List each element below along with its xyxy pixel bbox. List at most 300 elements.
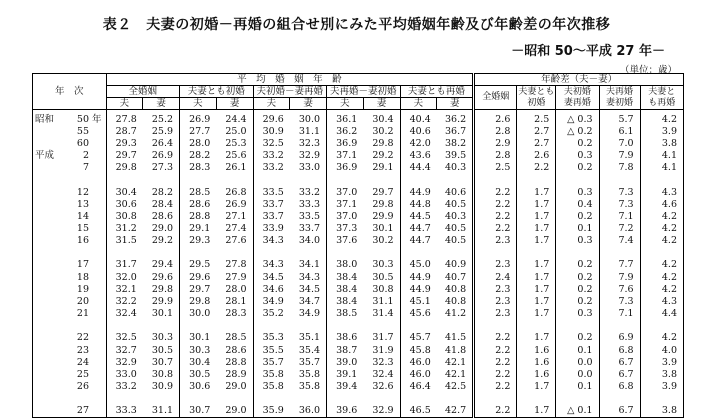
value-cell: 33.7 (253, 198, 290, 210)
value-cell: 32.1 (106, 283, 143, 295)
spacer-cell (363, 393, 400, 405)
value-cell: 29.7 (180, 283, 217, 295)
value-cell: 6.1 (599, 125, 640, 137)
value-cell: 28.1 (225, 296, 247, 308)
table-row (33, 125, 684, 137)
wife-header: 妻 (363, 98, 400, 110)
spacer-cell (474, 393, 517, 405)
table-row (33, 259, 684, 271)
year-number: 55 (76, 125, 89, 137)
value-cell: 30.8 (372, 283, 394, 295)
value-cell: 40.6 (400, 125, 437, 137)
value-cell: 28.2 (151, 186, 174, 198)
value-cell: 35.9 (253, 405, 290, 418)
year-number: 19 (76, 283, 89, 295)
value-cell: 30.9 (253, 125, 290, 137)
value-cell: 0.3 (556, 308, 599, 320)
value-cell: 40.5 (444, 198, 467, 210)
era-label: 平成 (35, 150, 55, 162)
value-cell: 29.0 (225, 381, 247, 393)
value-cell: 26.9 (180, 113, 217, 125)
table-row (33, 295, 684, 307)
value-cell: 28.3 (180, 162, 217, 174)
value-cell: 41.8 (444, 344, 467, 356)
spacer-cell (517, 247, 556, 259)
value-cell: 28.8 (180, 210, 217, 222)
value-cell: 30.3 (151, 332, 174, 344)
value-cell: 0.2 (556, 332, 599, 344)
year-number: 20 (76, 296, 89, 308)
value-cell: 32.9 (298, 150, 321, 162)
value-cell: 29.2 (151, 235, 174, 247)
value-cell: 25.9 (151, 125, 174, 137)
value-cell: 30.0 (298, 113, 321, 125)
value-cell: 26.8 (225, 186, 247, 198)
diff-column-header-line: 夫初婚 (563, 86, 591, 97)
value-cell: 1.6 (517, 344, 556, 356)
value-cell: 28.9 (225, 368, 247, 380)
age-diff-group-header: 年齢差（夫－妻） (474, 74, 684, 86)
value-cell: 33.7 (298, 223, 321, 235)
era-label: 昭和 (35, 113, 55, 125)
husband-header: 夫 (106, 98, 143, 110)
value-cell: 33.2 (253, 150, 290, 162)
year-number: 22 (76, 332, 89, 344)
year-number: 17 (76, 259, 89, 271)
value-cell: 30.1 (151, 308, 174, 320)
year-number: 14 (76, 210, 89, 222)
spacer-cell (143, 393, 180, 405)
spacer-cell (33, 393, 107, 405)
spacer-cell (599, 247, 640, 259)
value-cell: 29.8 (372, 137, 394, 149)
value-cell: 2.7 (517, 125, 556, 137)
value-cell: 2.2 (474, 405, 517, 418)
value-cell: 38.7 (327, 344, 364, 356)
spacer-cell (437, 393, 474, 405)
group-spacer (33, 393, 684, 405)
value-cell: 27.4 (225, 223, 247, 235)
value-cell: 46.4 (400, 381, 437, 393)
value-cell: 33.2 (253, 162, 290, 174)
value-cell: 7.6 (599, 283, 640, 295)
value-cell: 28.3 (225, 308, 247, 320)
value-cell: 32.5 (253, 137, 290, 149)
value-cell: 1.7 (517, 198, 556, 210)
value-cell: 35.8 (253, 381, 290, 393)
value-cell: 1.7 (517, 259, 556, 271)
value-cell: 2.3 (474, 308, 517, 320)
value-cell: 28.6 (151, 210, 174, 222)
table-body (33, 110, 684, 418)
table-header (33, 74, 684, 110)
value-cell: 37.0 (327, 186, 364, 198)
value-cell: 29.0 (151, 223, 174, 235)
value-cell: 4.1 (640, 162, 683, 174)
value-cell: 28.7 (106, 125, 143, 137)
value-cell: 2.3 (474, 259, 517, 271)
value-cell: 0.3 (556, 235, 599, 247)
value-cell: 4.4 (640, 308, 683, 320)
table-row (33, 344, 684, 356)
value-cell: 40.8 (444, 296, 467, 308)
value-cell: 32.4 (372, 368, 394, 380)
value-cell: 35.2 (253, 308, 290, 320)
value-cell: 28.2 (180, 150, 217, 162)
value-cell: 35.1 (298, 332, 321, 344)
value-cell: 45.8 (400, 344, 437, 356)
value-cell: 29.8 (180, 295, 217, 307)
year-cell (33, 113, 107, 125)
table-row (33, 271, 684, 283)
value-cell: 26.9 (151, 150, 174, 162)
table-row (33, 368, 684, 380)
value-cell: 34.9 (298, 308, 321, 320)
spacer-cell (253, 320, 290, 332)
value-cell: 30.5 (372, 271, 394, 283)
spacer-cell (290, 393, 327, 405)
avg-age-group-header: 平 均 婚 姻 年 齢 (106, 74, 474, 86)
value-cell: 30.2 (372, 125, 394, 137)
table-row (33, 381, 684, 393)
value-cell: 30.4 (372, 113, 394, 125)
value-cell: 28.4 (151, 198, 174, 210)
value-cell: 25.2 (151, 113, 174, 125)
value-cell: 1.7 (517, 283, 556, 295)
wife-header: 妻 (143, 98, 180, 110)
year-number: 60 (76, 137, 89, 149)
value-cell: 37.6 (327, 235, 364, 247)
spacer-cell (216, 393, 253, 405)
value-cell: 44.8 (400, 198, 437, 210)
value-cell: 7.9 (599, 150, 640, 162)
spacer-cell (474, 320, 517, 332)
year-cell (33, 308, 107, 320)
value-cell: 34.1 (298, 259, 321, 271)
value-cell: 1.7 (517, 405, 556, 418)
value-cell: 30.2 (372, 235, 394, 247)
value-cell: 2.3 (474, 295, 517, 307)
diff-column-header-line: 夫再婚 (606, 86, 634, 97)
spacer-cell (363, 247, 400, 259)
value-cell: 1.7 (517, 295, 556, 307)
value-cell: 33.2 (298, 186, 321, 198)
value-cell: 37.1 (327, 198, 364, 210)
value-cell: 31.9 (372, 344, 394, 356)
value-cell: 0.2 (556, 271, 599, 283)
year-cell (33, 210, 107, 222)
value-cell: 29.2 (372, 150, 394, 162)
value-cell: 33.5 (298, 210, 321, 222)
value-cell: 30.3 (372, 259, 394, 271)
value-cell: 29.5 (180, 259, 217, 271)
value-cell: 34.5 (253, 271, 290, 283)
value-cell: 44.7 (400, 223, 437, 235)
table-row (33, 198, 684, 210)
spacer-cell (180, 247, 217, 259)
value-cell: 4.3 (640, 295, 683, 307)
spacer-cell (517, 174, 556, 186)
spacer-cell (640, 174, 683, 186)
value-cell: 4.2 (640, 271, 683, 283)
year-number: 12 (76, 186, 89, 198)
value-cell: 35.8 (298, 368, 321, 380)
value-cell: 34.3 (253, 259, 290, 271)
wife-header: 妻 (216, 98, 253, 110)
year-number: 2 (82, 150, 89, 162)
year-cell (33, 271, 107, 283)
value-cell: 1.7 (517, 381, 556, 393)
value-cell: 26.1 (225, 162, 247, 174)
spacer-cell (253, 247, 290, 259)
value-cell: 36.9 (327, 137, 364, 149)
value-cell: 40.3 (444, 162, 467, 174)
value-cell: 0.2 (556, 137, 599, 149)
year-number: 25 (76, 368, 89, 380)
value-cell: 4.6 (640, 198, 683, 210)
spacer-cell (400, 174, 437, 186)
value-cell: 42.1 (444, 368, 467, 380)
value-cell: 2.5 (517, 113, 556, 125)
year-number: 13 (76, 198, 89, 210)
value-cell: 2.8 (474, 150, 517, 162)
value-cell: 3.9 (640, 356, 683, 368)
spacer-cell (474, 174, 517, 186)
value-cell: 46.0 (400, 368, 437, 380)
value-cell: 2.8 (474, 125, 517, 137)
value-cell: 2.7 (517, 137, 556, 149)
value-cell: 37.3 (327, 223, 364, 235)
value-cell: 3.8 (640, 405, 683, 418)
value-cell: 2.2 (517, 162, 556, 174)
diff-column-header-line: 夫妻とも (518, 86, 555, 97)
value-cell: 35.8 (253, 368, 290, 380)
spacer-cell (556, 393, 599, 405)
year-cell (33, 162, 107, 174)
value-cell: 7.3 (599, 198, 640, 210)
value-cell: 28.5 (225, 332, 247, 344)
unit-note: （単位：歳） (619, 65, 677, 76)
value-cell: 27.9 (225, 271, 247, 283)
value-cell: 4.2 (640, 259, 683, 271)
spacer-cell (437, 174, 474, 186)
spacer-cell (106, 393, 143, 405)
spacer-cell (216, 320, 253, 332)
value-cell: 31.2 (106, 223, 143, 235)
value-cell: 3.9 (640, 125, 683, 137)
spacer-cell (180, 320, 217, 332)
value-cell: 32.2 (106, 295, 143, 307)
value-cell: 7.1 (599, 210, 640, 222)
value-cell: 27.8 (225, 259, 247, 271)
value-cell: 4.2 (640, 235, 683, 247)
diff-column-header (556, 86, 599, 110)
table-row (33, 113, 684, 125)
value-cell: 28.0 (225, 283, 247, 295)
value-cell: 7.2 (599, 223, 640, 235)
spacer-cell (143, 320, 180, 332)
value-cell: 1.7 (517, 210, 556, 222)
value-cell: 36.7 (444, 125, 467, 137)
value-cell: 45.6 (400, 308, 437, 320)
value-cell: 32.9 (106, 356, 143, 368)
value-cell: 35.5 (253, 344, 290, 356)
table-title: 表２ 夫妻の初婚－再婚の組合せ別にみた平均婚姻年齢及び年齢差の年次推移 (102, 17, 611, 33)
value-cell: 2.2 (474, 344, 517, 356)
year-cell (33, 198, 107, 210)
value-cell: 6.7 (599, 356, 640, 368)
table-row (33, 308, 684, 320)
value-cell: 44.9 (400, 186, 437, 198)
year-cell (33, 137, 107, 149)
wife-header: 妻 (437, 98, 474, 110)
spacer-cell (327, 174, 364, 186)
value-cell: 2.9 (474, 137, 517, 149)
value-cell: 6.9 (599, 332, 640, 344)
value-cell: 2.2 (474, 186, 517, 198)
group-spacer (33, 320, 684, 332)
value-cell: △ 0.2 (556, 125, 599, 137)
value-cell: 7.7 (599, 259, 640, 271)
spacer-cell (143, 174, 180, 186)
value-cell: 2.3 (474, 283, 517, 295)
table-row (33, 223, 684, 235)
value-cell: 42.0 (400, 137, 437, 149)
value-cell: 31.5 (106, 235, 143, 247)
value-cell: 37.0 (327, 210, 364, 222)
category-header: 全婚姻 (106, 86, 180, 98)
year-cell (33, 356, 107, 368)
husband-header: 夫 (327, 98, 364, 110)
value-cell: 36.2 (327, 125, 364, 137)
value-cell: 1.6 (517, 368, 556, 380)
table-row (33, 137, 684, 149)
husband-header: 夫 (400, 98, 437, 110)
value-cell: 40.4 (400, 113, 437, 125)
value-cell: 7.4 (599, 235, 640, 247)
spacer-cell (640, 320, 683, 332)
value-cell: 34.3 (253, 235, 290, 247)
table-row (33, 283, 684, 295)
value-cell: 1.6 (517, 356, 556, 368)
value-cell: 29.8 (151, 283, 174, 295)
value-cell: 40.6 (444, 186, 467, 198)
value-cell: 31.1 (298, 125, 321, 137)
value-cell: 34.7 (298, 296, 321, 308)
value-cell: 26.4 (151, 137, 174, 149)
value-cell: 1.7 (517, 271, 556, 283)
spacer-cell (106, 174, 143, 186)
value-cell: 2.4 (474, 271, 517, 283)
value-cell: 39.6 (327, 405, 364, 418)
value-cell: 30.6 (180, 381, 217, 393)
value-cell: 30.7 (151, 356, 174, 368)
value-cell: 2.2 (474, 381, 517, 393)
value-cell: 4.3 (640, 186, 683, 198)
value-cell: 43.6 (400, 150, 437, 162)
spacer-cell (599, 393, 640, 405)
table-row (33, 162, 684, 174)
table-row (33, 405, 684, 418)
value-cell: 28.0 (180, 137, 217, 149)
value-cell: 27.1 (225, 210, 247, 222)
value-cell: 32.7 (106, 344, 143, 356)
value-cell: 39.0 (327, 356, 364, 368)
value-cell: 6.7 (599, 405, 640, 418)
value-cell: 44.7 (400, 235, 437, 247)
value-cell: 29.6 (151, 271, 174, 283)
value-cell: 29.9 (372, 210, 394, 222)
value-cell: 7.3 (599, 186, 640, 198)
year-cell (33, 235, 107, 247)
spacer-cell (556, 247, 599, 259)
value-cell: 27.8 (106, 113, 143, 125)
spacer-cell (517, 320, 556, 332)
value-cell: 38.2 (444, 137, 467, 149)
year-cell (33, 332, 107, 344)
value-cell: 29.8 (372, 198, 394, 210)
value-cell: 30.7 (180, 405, 217, 418)
year-cell (33, 186, 107, 198)
value-cell: 2.2 (474, 198, 517, 210)
spacer-cell (290, 247, 327, 259)
value-cell: 31.4 (372, 308, 394, 320)
value-cell: 33.7 (253, 210, 290, 222)
value-cell: 25.6 (225, 150, 247, 162)
category-header: 夫初婚－妻再婚 (253, 86, 327, 98)
value-cell: 4.2 (640, 332, 683, 344)
value-cell: △ 0.3 (556, 113, 599, 125)
value-cell: 1.7 (517, 223, 556, 235)
year-number: 21 (76, 308, 89, 320)
value-cell: 44.4 (400, 162, 437, 174)
value-cell: 36.9 (327, 162, 364, 174)
value-cell: 32.0 (106, 271, 143, 283)
value-cell: 28.8 (225, 356, 247, 368)
value-cell: 26.9 (225, 198, 247, 210)
value-cell: 40.5 (444, 235, 467, 247)
value-cell: 29.0 (225, 405, 247, 417)
value-cell: 2.2 (474, 210, 517, 222)
value-cell: 25.0 (225, 125, 247, 137)
year-cell (33, 344, 107, 356)
spacer-cell (106, 320, 143, 332)
value-cell: 27.7 (180, 125, 217, 137)
spacer-cell (363, 320, 400, 332)
value-cell: 27.3 (151, 162, 174, 174)
value-cell: 35.8 (298, 381, 321, 393)
value-cell: 38.6 (327, 332, 364, 344)
value-cell: 34.6 (253, 283, 290, 295)
value-cell: 2.3 (474, 235, 517, 247)
value-cell: 1.7 (517, 186, 556, 198)
value-cell: 41.2 (444, 308, 467, 320)
year-number: 18 (76, 271, 89, 283)
value-cell: 1.7 (517, 332, 556, 344)
year-cell (33, 283, 107, 295)
value-cell: 27.6 (225, 235, 247, 247)
value-cell: 28.6 (180, 198, 217, 210)
value-cell: 33.0 (298, 162, 321, 174)
value-cell: 35.7 (298, 356, 321, 368)
value-cell: 6.7 (599, 368, 640, 380)
value-cell: 44.5 (400, 210, 437, 222)
year-number: 15 (76, 223, 89, 235)
spacer-cell (640, 247, 683, 259)
value-cell: 4.0 (640, 344, 683, 356)
value-cell: 40.8 (444, 283, 467, 295)
value-cell: 40.3 (444, 210, 467, 222)
